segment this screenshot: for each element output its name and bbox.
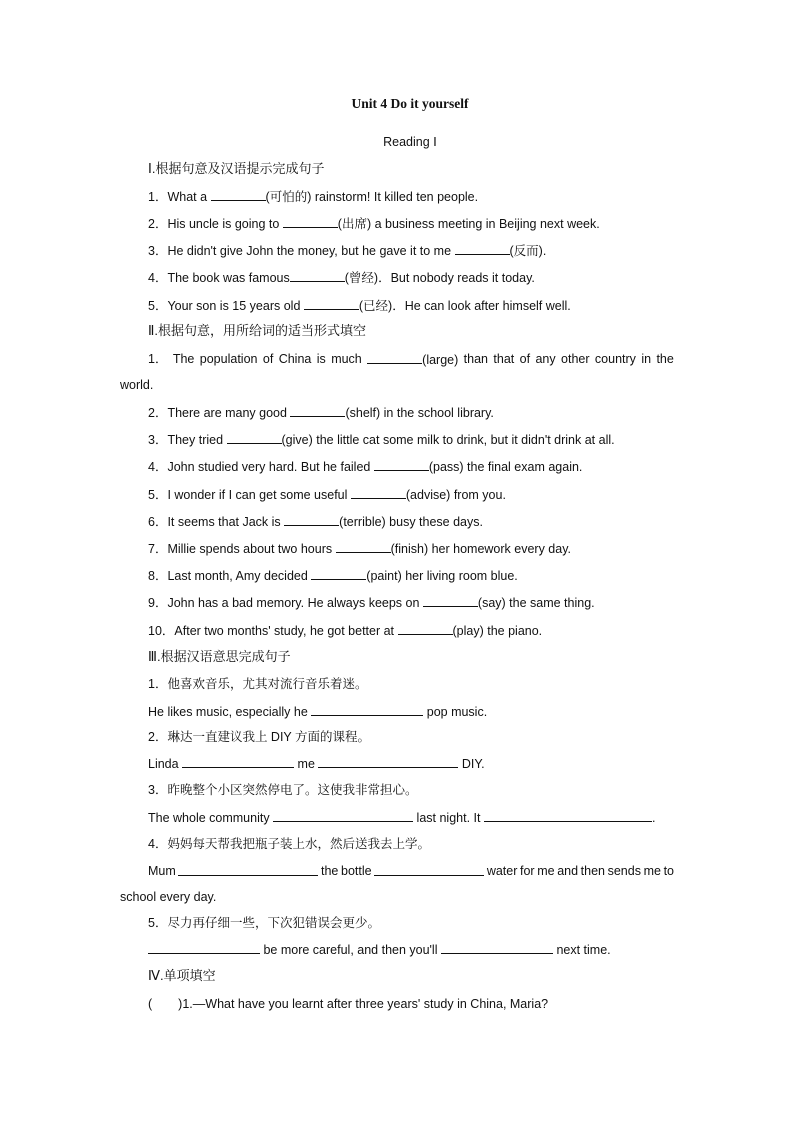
section-2-heading: Ⅱ.根据句意，用所给词的适当形式填空 <box>148 323 367 338</box>
question-text: (advise) from you. <box>405 488 506 502</box>
question-number: 9． <box>148 596 168 610</box>
question-line <box>148 431 615 448</box>
question-line <box>148 622 542 639</box>
answer-word: sends <box>607 864 641 878</box>
question-text: (shelf) in the school library. <box>345 406 494 420</box>
question-line <box>148 594 595 611</box>
answer-blank[interactable] <box>311 703 423 716</box>
section-3-heading: Ⅲ.根据汉语意思完成句子 <box>148 649 291 664</box>
answer-blank[interactable] <box>374 458 429 471</box>
question-text: It seems that Jack is <box>167 515 285 529</box>
question-number: 4． <box>148 271 168 285</box>
question-word: (large) <box>422 353 459 367</box>
answer-blank[interactable] <box>311 567 366 580</box>
question-number: 3． <box>148 244 168 258</box>
question-text: Millie spends about two hours <box>167 542 336 556</box>
answer-text: be more careful, and then you'll <box>260 943 441 957</box>
page-title: Unit 4 Do it yourself <box>351 96 469 111</box>
question-text: Last month, Amy decided <box>167 569 312 583</box>
answer-line <box>148 863 674 880</box>
answer-word: me <box>643 864 661 878</box>
answer-word: me <box>537 864 555 878</box>
question-word: population <box>199 352 258 366</box>
answer-word: bottle <box>341 864 372 878</box>
answer-text: me <box>294 757 319 771</box>
question-text: (play) the piano. <box>452 624 543 638</box>
question-text: (finish) her homework every day. <box>390 542 571 556</box>
answer-blank[interactable] <box>336 540 391 553</box>
answer-blank[interactable] <box>148 941 260 954</box>
question-number: 8． <box>148 569 168 583</box>
answer-blank[interactable] <box>318 755 458 768</box>
question-text: (曾经)．But nobody reads it today. <box>344 271 535 285</box>
question-word: country <box>594 352 636 366</box>
chinese-prompt: 1．他喜欢音乐，尤其对流行音乐着迷。 <box>148 677 368 691</box>
question-continuation: world. <box>120 378 154 392</box>
answer-blank[interactable] <box>484 809 652 822</box>
question-line <box>148 567 518 584</box>
question-number: 7． <box>148 542 168 556</box>
question-text: (say) the same thing. <box>477 596 595 610</box>
answer-word: and <box>557 864 579 878</box>
answer-paren: ( <box>148 997 153 1011</box>
mc-question-line <box>148 996 548 1012</box>
answer-word: then <box>580 864 605 878</box>
answer-word: for <box>520 864 535 878</box>
question-word: much <box>331 352 362 366</box>
question-text: There are many good <box>167 406 291 420</box>
question-line <box>148 297 571 314</box>
question-text: 1.—What have you learnt after three years' study in China, Maria? <box>182 997 549 1011</box>
answer-blank[interactable] <box>455 242 510 255</box>
answer-word: Mum <box>148 864 176 878</box>
question-word: of <box>262 352 274 366</box>
answer-blank[interactable] <box>283 215 338 228</box>
question-text: What a <box>167 190 211 204</box>
answer-blank[interactable] <box>351 486 406 499</box>
question-line <box>148 215 600 232</box>
question-text: They tried <box>167 433 227 447</box>
section-1-heading: Ⅰ.根据句意及汉语提示完成句子 <box>148 161 325 176</box>
answer-blank[interactable] <box>178 863 318 876</box>
answer-blank[interactable] <box>374 863 484 876</box>
question-text: (terrible) busy these days. <box>339 515 483 529</box>
answer-blank[interactable] <box>304 297 359 310</box>
answer-line <box>148 809 655 826</box>
question-line <box>148 486 506 503</box>
question-word: other <box>561 352 590 366</box>
question-number: 2． <box>148 406 168 420</box>
answer-line <box>148 755 485 772</box>
section-4-heading: Ⅳ.单项填空 <box>148 968 216 983</box>
question-word: China <box>278 352 312 366</box>
chinese-prompt: 3．昨晚整个小区突然停电了。这使我非常担心。 <box>148 783 418 797</box>
question-line <box>148 242 546 259</box>
answer-blank[interactable] <box>290 404 345 417</box>
question-number: 10． <box>148 624 175 638</box>
answer-text: pop music. <box>423 705 488 719</box>
question-text: (pass) the final exam again. <box>428 460 583 474</box>
question-line <box>148 458 582 475</box>
question-word: The <box>172 352 195 366</box>
question-word: in <box>641 352 652 366</box>
chinese-prompt: 4．妈妈每天帮我把瓶子装上水，然后送我去上学。 <box>148 837 430 851</box>
question-word: that <box>493 352 515 366</box>
answer-text: The whole community <box>148 811 274 825</box>
question-line <box>148 513 483 530</box>
question-word: than <box>463 352 489 366</box>
question-number: 1． <box>148 190 168 204</box>
answer-blank[interactable] <box>398 622 453 635</box>
question-text: (已经)．He can look after himself well. <box>358 299 571 313</box>
question-line <box>148 188 478 205</box>
chinese-prompt: 5．尽力再仔细一些，下次犯错误会更少。 <box>148 916 380 930</box>
answer-blank[interactable] <box>227 431 282 444</box>
question-number: 5． <box>148 488 168 502</box>
question-text: Your son is 15 years old <box>167 299 304 313</box>
answer-blank[interactable] <box>290 269 345 282</box>
answer-blank[interactable] <box>211 188 266 201</box>
question-text: (paint) her living room blue. <box>366 569 518 583</box>
answer-blank[interactable] <box>423 594 478 607</box>
question-text: He didn't give John the money, but he gave it to me <box>167 244 455 258</box>
answer-word: the <box>321 864 339 878</box>
answer-text: DIY. <box>458 757 485 771</box>
answer-blank[interactable] <box>284 513 339 526</box>
question-text: (反而). <box>509 244 547 258</box>
question-text: (give) the little cat some milk to drink, but it didn't drink at all. <box>281 433 615 447</box>
answer-blank[interactable] <box>182 755 294 768</box>
answer-text: next time. <box>552 943 611 957</box>
answer-text: Linda <box>148 757 183 771</box>
question-text: After two months' study, he got better at <box>174 624 398 638</box>
question-number: 3． <box>148 433 168 447</box>
question-number: 4． <box>148 460 168 474</box>
answer-continuation: school every day. <box>120 890 217 904</box>
question-text: I wonder if I can get some useful <box>167 488 351 502</box>
answer-blank[interactable] <box>273 809 413 822</box>
question-word: the <box>656 352 674 366</box>
question-text: John has a bad memory. He always keeps on <box>167 596 423 610</box>
answer-word: to <box>663 864 674 878</box>
question-word: of <box>519 352 531 366</box>
answer-blank[interactable] <box>441 941 553 954</box>
question-number: 2． <box>148 217 168 231</box>
chinese-prompt: 2．琳达一直建议我上 DIY 方面的课程。 <box>148 730 371 744</box>
question-text: His uncle is going to <box>167 217 283 231</box>
answer-word: water <box>486 864 518 878</box>
answer-blank[interactable] <box>367 351 422 364</box>
page-subtitle: Reading Ⅰ <box>383 135 437 149</box>
answer-line <box>148 941 611 958</box>
question-number: 5． <box>148 299 168 313</box>
answer-text: . <box>651 811 656 825</box>
question-text: John studied very hard. But he failed <box>167 460 374 474</box>
question-number: 6． <box>148 515 168 529</box>
answer-text: last night. It <box>413 811 484 825</box>
answer-line <box>148 703 487 720</box>
question-line <box>148 404 494 421</box>
question-word: any <box>535 352 556 366</box>
question-word: is <box>316 352 326 366</box>
answer-paren: ) <box>178 997 183 1011</box>
question-line <box>148 269 535 286</box>
question-text: The book was famous <box>167 271 290 285</box>
question-line <box>148 351 674 368</box>
question-text: (出席) a business meeting in Beijing next week. <box>337 217 600 231</box>
answer-text: He likes music, especially he <box>148 705 312 719</box>
question-number: 1． <box>148 352 168 366</box>
question-line <box>148 540 571 557</box>
question-text: (可怕的) rainstorm! It killed ten people. <box>265 190 479 204</box>
